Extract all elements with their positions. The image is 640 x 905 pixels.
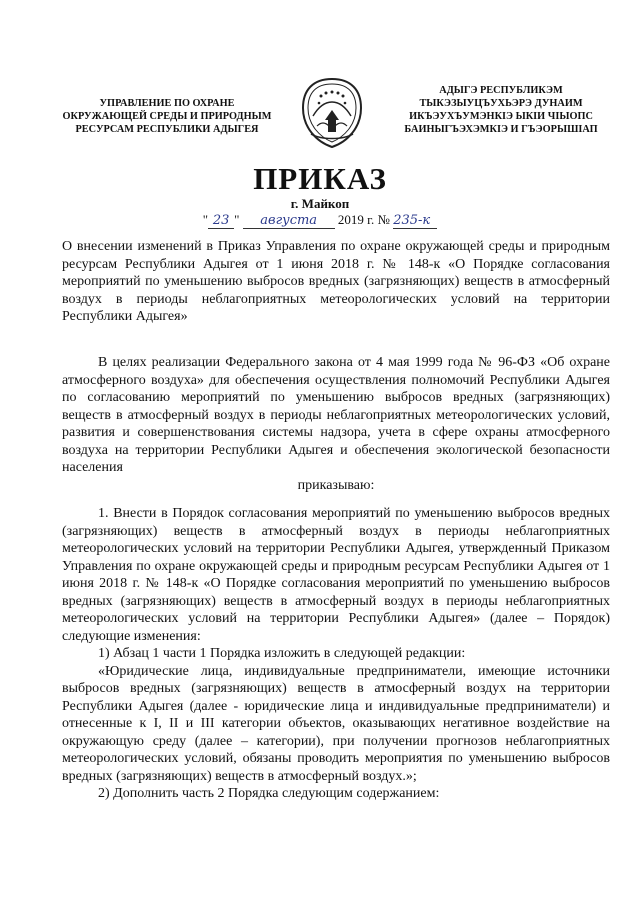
header-left-line: РЕСУРСАМ РЕСПУБЛИКИ АДЫГЕЯ (75, 124, 259, 135)
date-line (0, 212, 640, 229)
coat-of-arms-icon (299, 76, 365, 150)
order-word: приказываю: (297, 477, 375, 493)
quote-close: " (234, 212, 240, 227)
year-text: 2019 г. № (337, 212, 390, 227)
header-left-line: УПРАВЛЕНИЕ ПО ОХРАНЕ (99, 98, 235, 109)
header-right-organization (385, 84, 617, 136)
header-right-line: ТЫКЭЗЫУЦЪУХЬЭРЭ ДУНАИМ (419, 98, 583, 109)
item-1-paragraph: 1. Внести в Порядок согласования мероприятий по уменьшению выбросов вредных (загрязняющих) веществ в атмосферный воздух в периоды неблагоприятных метеорологических условий на территории Республики Адыгея, утвержденный Приказом Управления по охране окружающей среды и природным ресурсам Республики Адыгея от 1 июня 2018 г. № 148-к «О Порядке согласования мероприятий по уменьшению выбросов вредных (загрязняющих) веществ в атмосферный воздух в периоды неблагоприятных метеорологических условий на территории Республики Адыгея» (далее – Порядок) следующие изменения: (62, 506, 610, 644)
document-subject: О внесении изменений в Приказ Управления по охране окружающей среды и природным ресурсам Республики Адыгея от 1 июня 2018 г. № 148-к «О Порядке согласования мероприятий по уменьшению выбросов вредных (загрязняющих) веществ в атмосферный воздух в периоды неблагоприятных метеорологических условий на территории Республики Адыгея» (62, 239, 610, 324)
header-left-organization (62, 97, 272, 136)
preamble-block (62, 354, 610, 494)
quote-open: " (202, 212, 209, 227)
handwritten-day: 23 (208, 213, 234, 229)
handwritten-order-number: 235-к (393, 213, 437, 229)
preamble-paragraph: В целях реализации Федерального закона от 4 мая 1999 года № 96-ФЗ «Об охране атмосферного воздуха» для обеспечения осуществления полномочий Республики Адыгея по согласованию мероприятий по уменьшению выбросов вредных (загрязняющих) веществ в атмосферный воздух в периоды неблагоприятных метеорологических условий, развития и совершенствования системы надзора, учета в сфере охраны атмосферного воздуха на территории Республики Адыгея и обеспечения экологической безопасности населения (62, 355, 610, 475)
city-line: г. Майкоп (290, 196, 350, 211)
order-items-block (62, 505, 610, 803)
header-right-line: ИКЪЭУХЪУМЭНКIЭ ЫКIИ ЧIЫОПС (409, 111, 593, 122)
header-right-line: АДЫГЭ РЕСПУБЛИКЭМ (439, 85, 563, 96)
handwritten-month: августа (243, 213, 335, 229)
item-1-2-paragraph: 2) Дополнить часть 2 Порядка следующим содержанием: (98, 786, 440, 801)
document-title: ПРИКАЗ (253, 161, 387, 196)
header-right-line: БАИНЫГЪЭХЭМКIЭ И ГЪЭОРЫШIАП (404, 124, 598, 135)
header-left-line: ОКРУЖАЮЩЕЙ СРЕДЫ И ПРИРОДНЫМ (62, 111, 272, 122)
quoted-text-paragraph: «Юридические лица, индивидуальные предприниматели, имеющие источники выбросов вредных (загрязняющих) веществ в атмосферный воздух на территории Республики Адыгея (далее - юридические лица и индивидуальные предприниматели) и отнесенные к I, II и III категории объектов, оказывающих негативное воздействие на окружающую среду (далее – категории), при получении прогнозов неблагоприятных метеорологических условий, обязаны проводить мероприятия по уменьшению выбросов вредных (загрязняющих) веществ в атмосферный воздух.»; (62, 663, 610, 784)
item-1-1-paragraph: 1) Абзац 1 части 1 Порядка изложить в следующей редакции: (98, 646, 466, 661)
